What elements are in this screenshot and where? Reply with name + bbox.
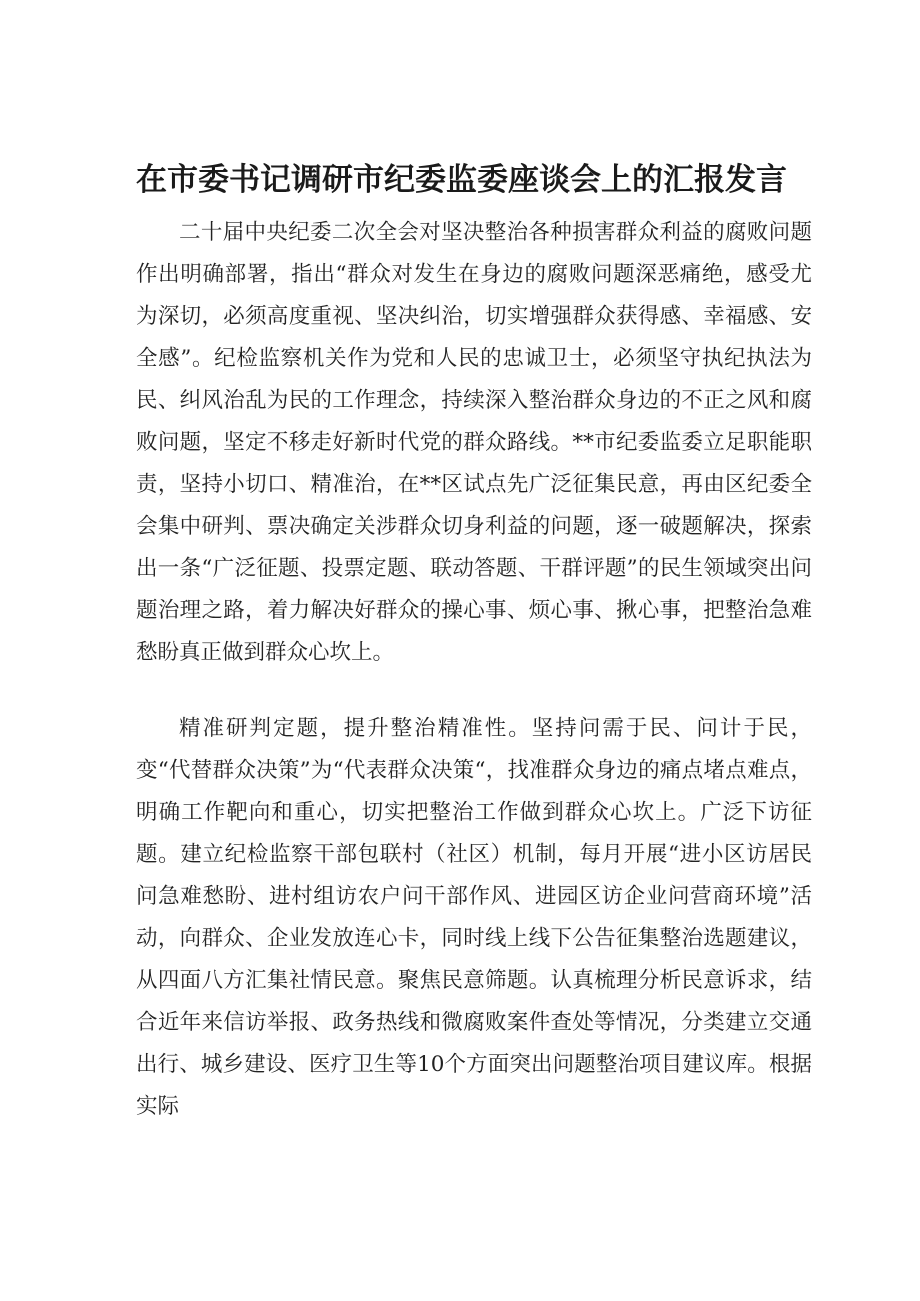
document-title: 在市委书记调研市纪委监委座谈会上的汇报发言 [136, 162, 787, 198]
body-paragraph: 二十届中央纪委二次全会对坚决整治各种损害群众利益的腐败问题作出明确部署，指出“群众对发生在身边的腐败问题深恶痛绝，感受尤为深切，必须高度重视、坚决纠治，切实增强群众获得感、幸福感、安全感”。纪检监察机关作为党和人民的忠诚卫士，必须坚守执纪执法为民、纠风治乱为民的工作理念，持续深入整治群众身边的不正之风和腐败问题，坚定不移走好新时代党的群众路线。**市纪委监委立足职能职责，坚持小切口、精准治，在**区试点先广泛征集民意，再由区纪委全会集中研判、票决确定关涉群众切身利益的问题，逐一破题解决，探索出一条“广泛征题、投票定题、联动答题、干群评题”的民生领域突出问题治理之路，着力解决好群众的操心事、烦心事、揪心事，把整治急难愁盼真正做到群众心坎上。 [136, 220, 812, 665]
body-paragraph: 精准研判定题，提升整治精准性。坚持问需于民、问计于民，变“代替群众决策”为“代表群众决策“，找准群众身边的痛点堵点难点，明确工作靶向和重心，切实把整治工作做到群众心坎上。广泛下访征题。建立纪检监察干部包联村（社区）机制，每月开展“进小区访居民问急难愁盼、进村组访农户问干部作风、进园区访企业问营商环境”活动，向群众、企业发放连心卡，同时线上线下公告征集整治选题建议，从四面八方汇集社情民意。聚焦民意筛题。认真梳理分析民意诉求，结合近年来信访举报、政务热线和微腐败案件查处等情况，分类建立交通出行、城乡建设、医疗卫生等10个方面突出问题整治项目建议库。根据实际 [136, 716, 812, 1119]
